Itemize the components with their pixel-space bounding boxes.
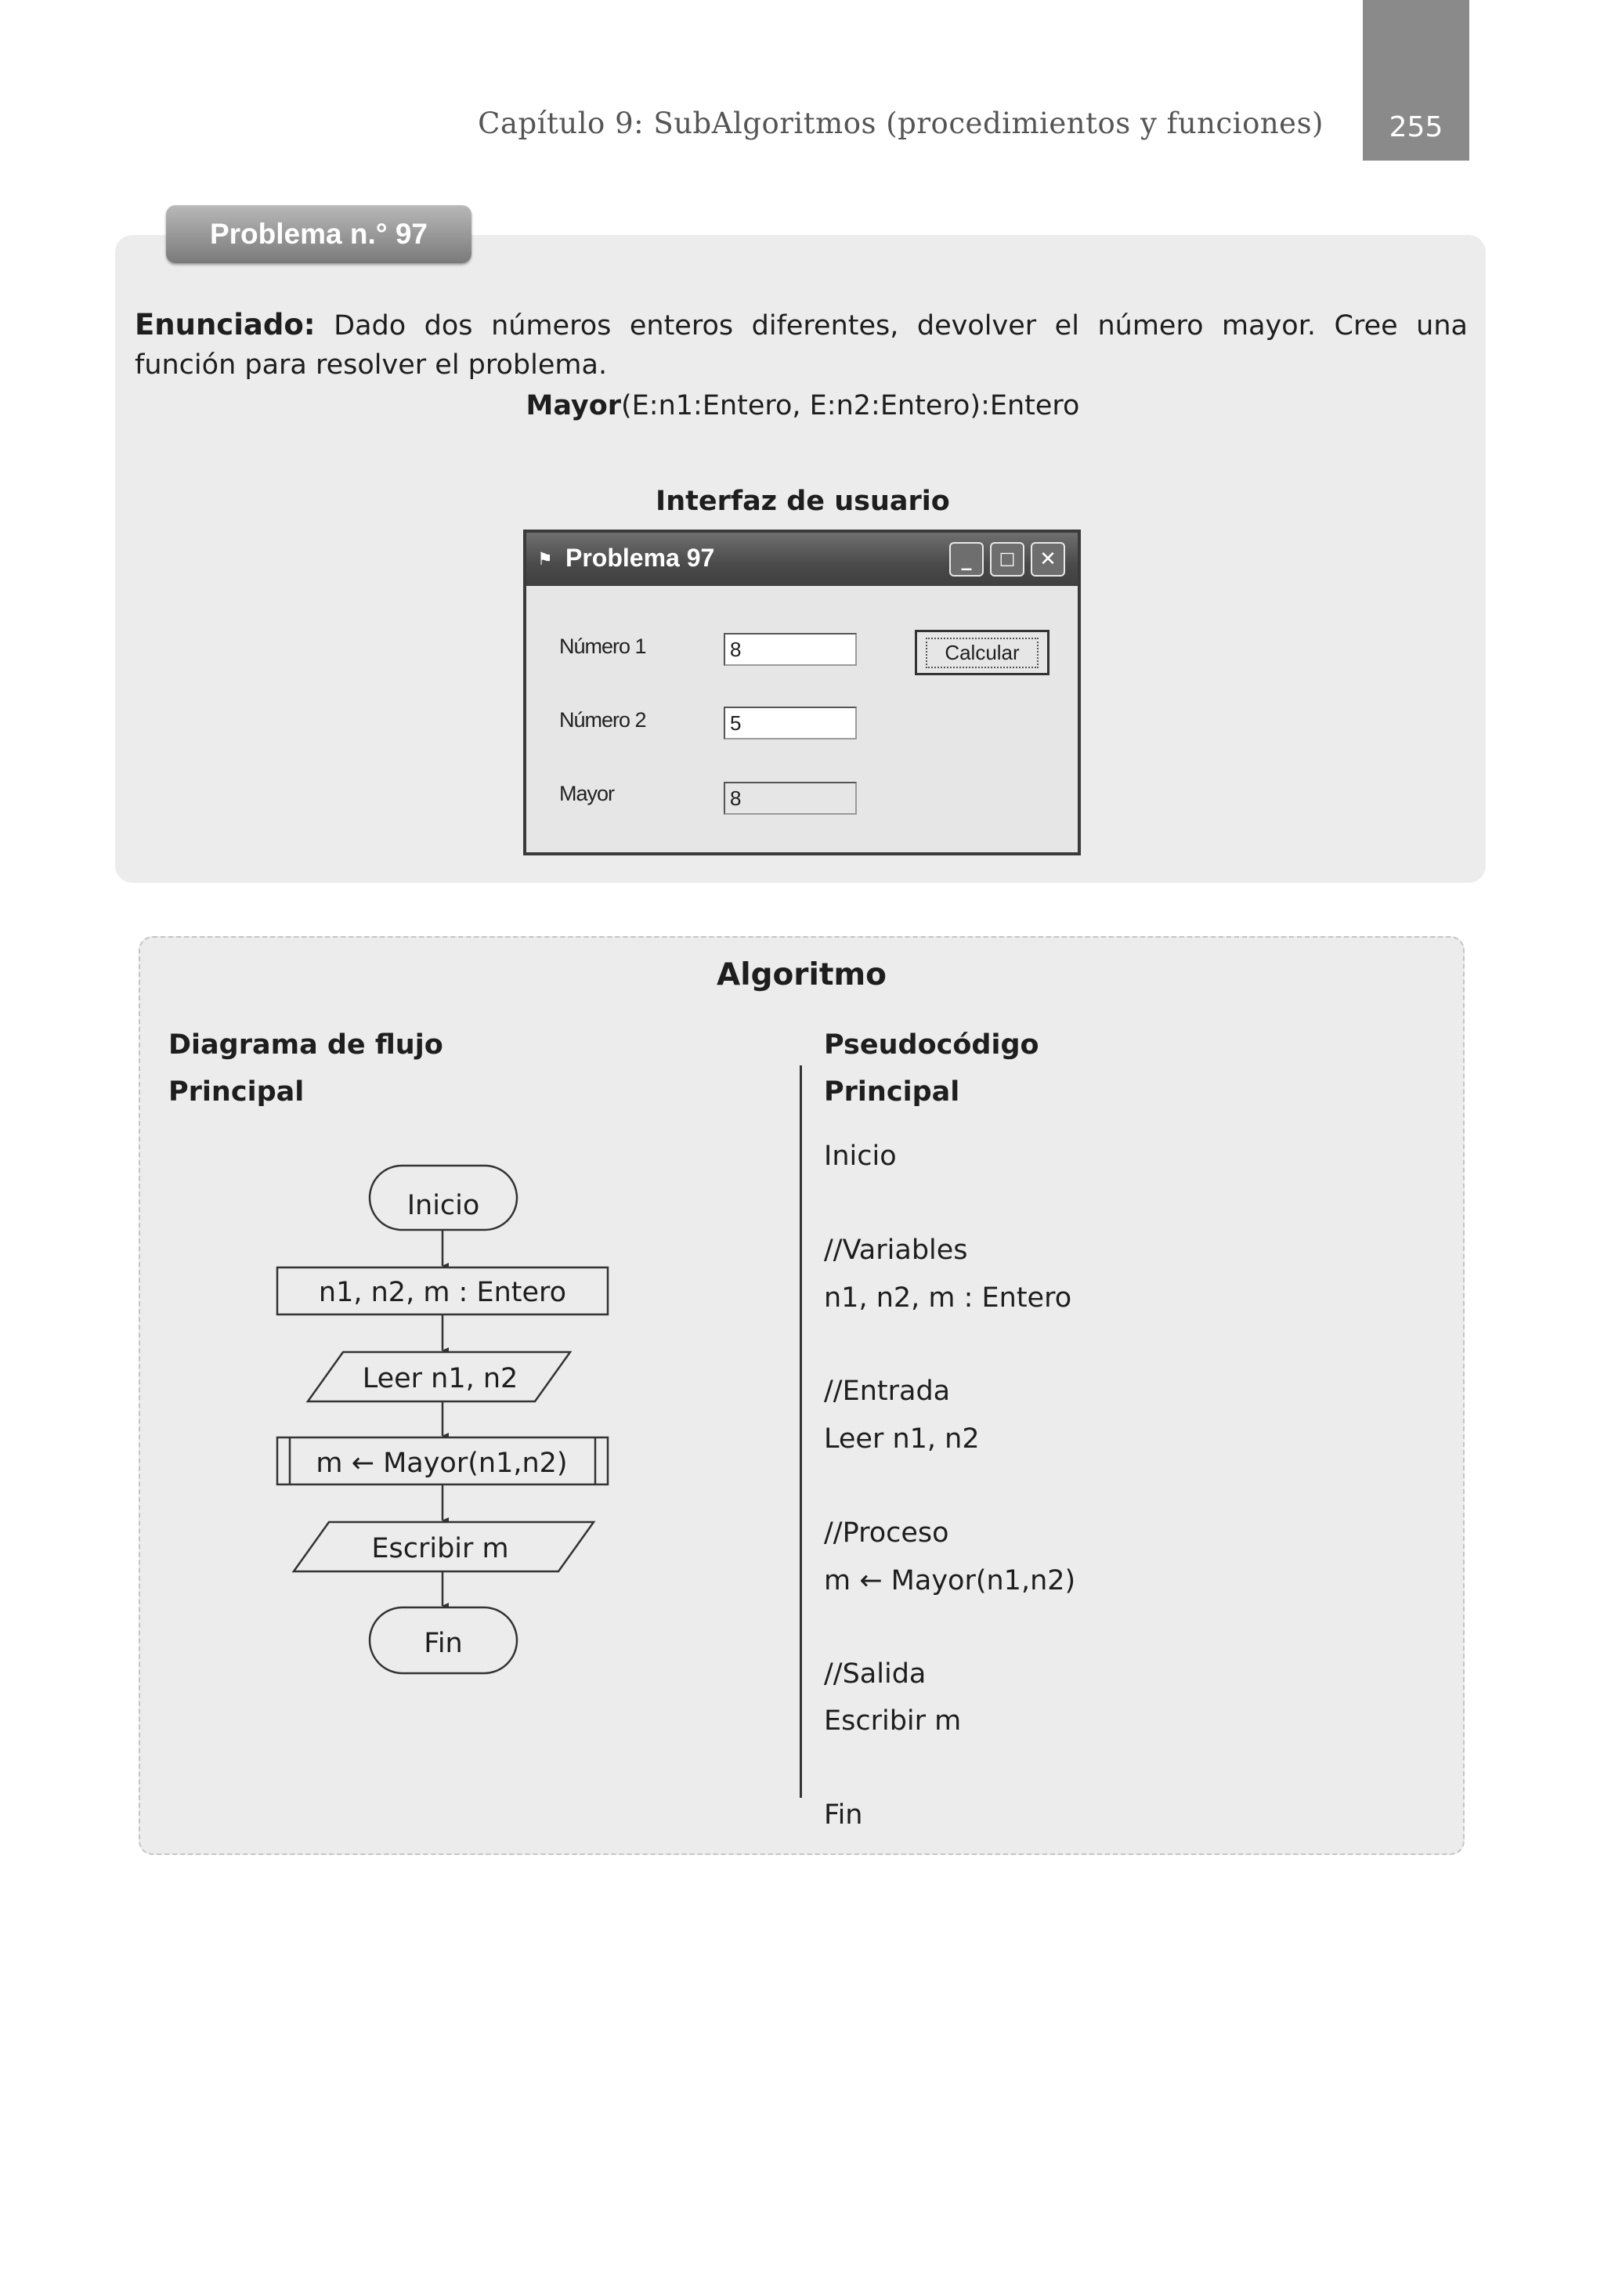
ui-title: Interfaz de usuario	[656, 486, 950, 517]
signature-params: (E:n1:Entero, E:n2:Entero):Entero	[621, 390, 1080, 421]
signature-name: Mayor	[526, 390, 622, 421]
pseudo-comment-entrada: //Entrada	[824, 1376, 951, 1407]
flow-text-fin: Fin	[424, 1628, 463, 1659]
window-app-icon: ⚑	[537, 550, 553, 569]
problem-tab-label: Problema n.° 97	[209, 218, 428, 250]
window-title: Problema 97	[565, 544, 715, 572]
page-number: 255	[1389, 111, 1443, 143]
pseudo-line-declaration: n1, n2, m : Entero	[824, 1282, 1072, 1314]
enunciado-text: Dado dos números enteros diferentes, devolver el número mayor. Cree una función para resolver el problema.	[135, 310, 1468, 381]
flow-text-declaration: n1, n2, m : Entero	[318, 1277, 567, 1308]
pseudo-line-mayor: m ← Mayor(n1,n2)	[824, 1565, 1076, 1596]
pseudo-comment-variables: //Variables	[824, 1235, 968, 1266]
label-numero-1: Número 1	[559, 635, 646, 658]
pseudo-comment-salida: //Salida	[824, 1658, 927, 1690]
chapter-header: Capítulo 9: SubAlgoritmos (procedimientos y funciones)	[478, 107, 1324, 140]
pseudo-line-inicio: Inicio	[824, 1141, 897, 1172]
flow-text-input: Leer n1, n2	[362, 1363, 518, 1394]
flow-principal: Principal	[168, 1076, 305, 1108]
numero-2-input[interactable]: 5	[724, 707, 857, 739]
flow-heading: Diagrama de flujo	[168, 1029, 443, 1061]
calcular-label: Calcular	[926, 638, 1038, 668]
pseudo-line-escribir: Escribir m	[824, 1705, 962, 1737]
maximize-icon[interactable]: □	[990, 542, 1024, 577]
pseudo-principal: Principal	[824, 1076, 960, 1108]
enunciado-label: Enunciado:	[135, 308, 316, 342]
label-numero-2: Número 2	[559, 708, 646, 732]
mayor-output: 8	[724, 782, 857, 815]
flow-text-output: Escribir m	[371, 1533, 509, 1564]
pseudo-line-leer: Leer n1, n2	[824, 1423, 980, 1455]
close-icon[interactable]: ✕	[1031, 542, 1065, 577]
flow-text-subprocess: m ← Mayor(n1,n2)	[316, 1448, 568, 1479]
numero-1-input[interactable]: 8	[724, 633, 857, 666]
flow-text-inicio: Inicio	[406, 1190, 480, 1221]
minimize-icon[interactable]: _	[949, 542, 984, 577]
pseudo-comment-proceso: //Proceso	[824, 1517, 949, 1549]
label-mayor: Mayor	[559, 782, 615, 805]
algorithm-title: Algoritmo	[717, 957, 887, 993]
pseudo-line-fin: Fin	[824, 1799, 863, 1831]
pseudo-heading: Pseudocódigo	[824, 1029, 1039, 1061]
